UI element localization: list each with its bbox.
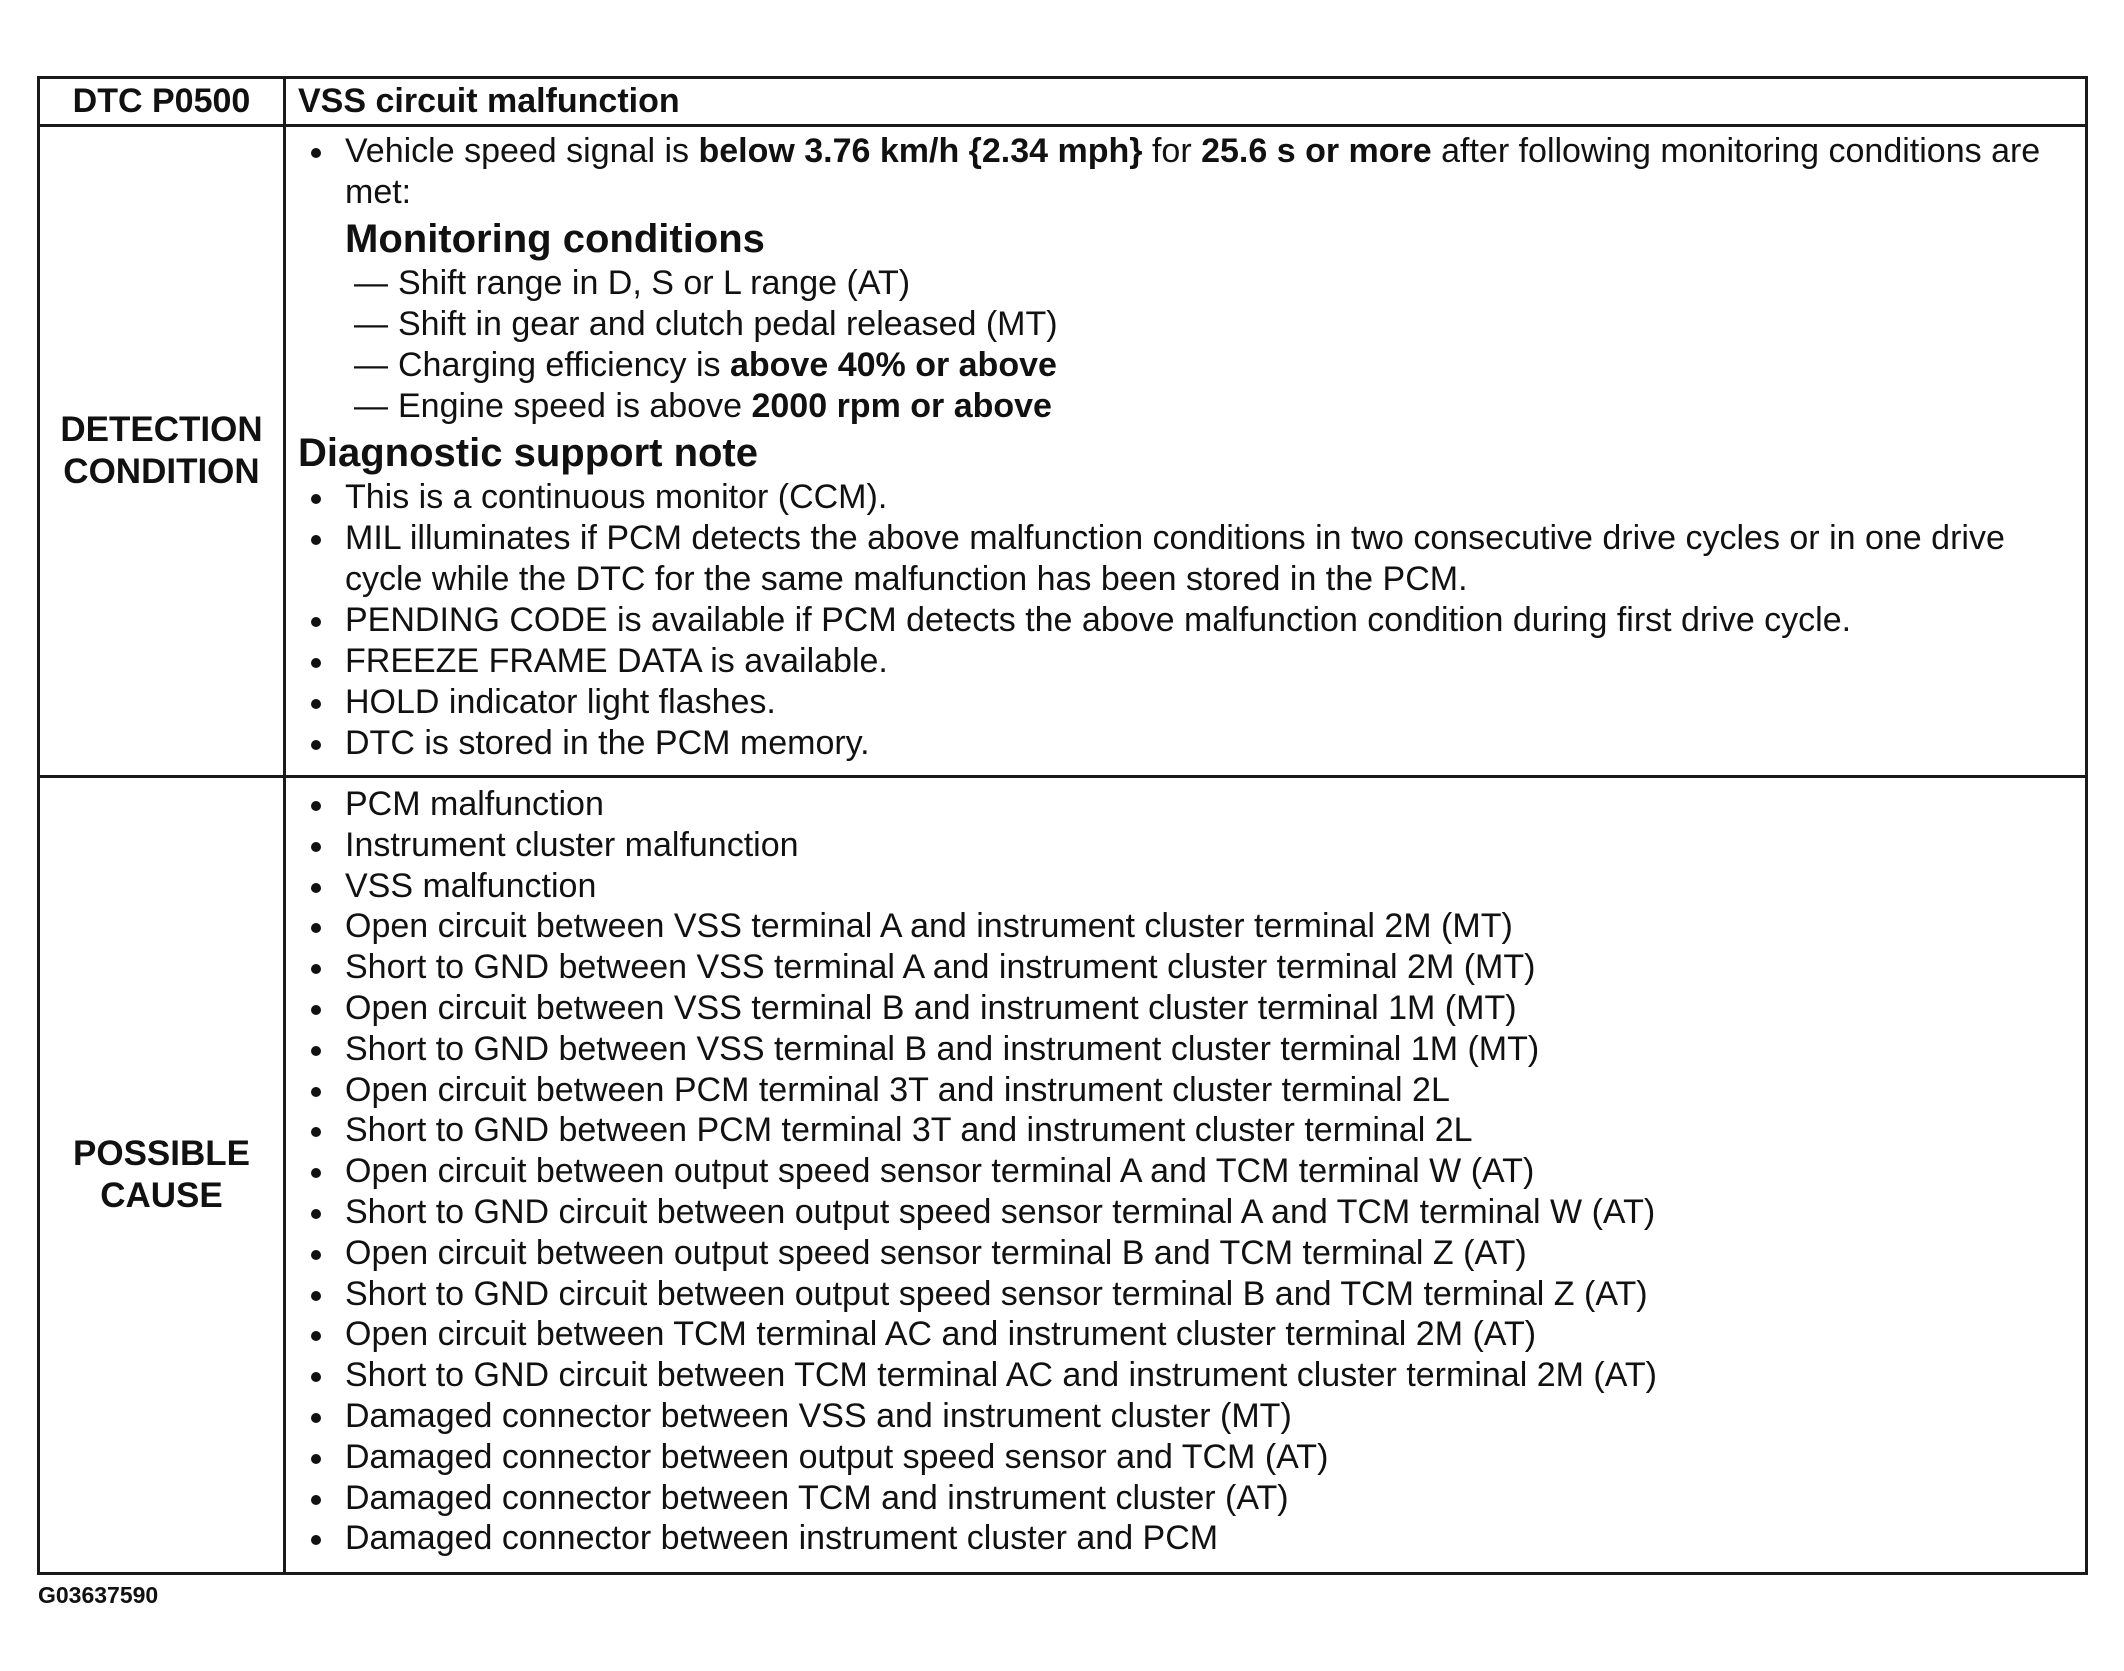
cause-content	[285, 777, 2087, 1574]
monitoring-item-value: 2000 rpm or above	[751, 387, 1052, 425]
monitoring-item-text: Charging efficiency is	[398, 346, 730, 384]
intro-text-1: Vehicle speed signal is	[345, 132, 699, 170]
detection-label-line2: CONDITION	[63, 452, 260, 491]
cause-item: Open circuit between VSS terminal A and instrument cluster terminal 2M (MT)	[298, 906, 2073, 947]
cause-label-line2: CAUSE	[100, 1176, 223, 1215]
monitoring-list	[298, 263, 2073, 427]
intro-text-3: after following monitoring conditions are met:	[345, 132, 2041, 211]
cause-item: Damaged connector between VSS and instrument cluster (MT)	[298, 1396, 2073, 1437]
cause-item: Damaged connector between TCM and instrument cluster (AT)	[298, 1478, 2073, 1519]
header-row	[39, 78, 2087, 126]
cause-item: Short to GND between PCM terminal 3T and instrument cluster terminal 2L	[298, 1110, 2073, 1151]
figure-code: G03637590	[38, 1582, 159, 1608]
cause-label-line1: POSSIBLE	[73, 1134, 250, 1173]
cause-item: Damaged connector between output speed sensor and TCM (AT)	[298, 1437, 2073, 1478]
dtc-info-table	[37, 76, 2088, 1575]
cause-label	[39, 777, 285, 1574]
monitoring-heading: Monitoring conditions	[345, 217, 765, 261]
intro-time-threshold: 25.6 s or more	[1201, 132, 1432, 170]
cause-item: Short to GND circuit between output speed sensor terminal B and TCM terminal Z (AT)	[298, 1274, 2073, 1315]
monitoring-item: — Shift range in D, S or L range (AT)	[354, 263, 2073, 304]
cause-item: Open circuit between output speed sensor terminal A and TCM terminal W (AT)	[298, 1151, 2073, 1192]
cause-item: Damaged connector between instrument cluster and PCM	[298, 1518, 2073, 1559]
cause-item: Open circuit between PCM terminal 3T and instrument cluster terminal 2L	[298, 1070, 2073, 1111]
intro-text-2: for	[1142, 132, 1202, 170]
support-note: This is a continuous monitor (CCM).	[298, 477, 2073, 518]
cause-item: Short to GND circuit between TCM terminal AC and instrument cluster terminal 2M (AT)	[298, 1355, 2073, 1396]
detection-row	[39, 126, 2087, 777]
cause-item: Open circuit between VSS terminal B and instrument cluster terminal 1M (MT)	[298, 988, 2073, 1029]
cause-item: Instrument cluster malfunction	[298, 825, 2073, 866]
detection-content	[285, 126, 2087, 777]
support-note: MIL illuminates if PCM detects the above malfunction conditions in two consecutive drive cycles or in one drive cycle while the DTC for the same malfunction has been stored in the PCM.	[298, 518, 2073, 600]
cause-item: Open circuit between output speed sensor terminal B and TCM terminal Z (AT)	[298, 1233, 2073, 1274]
cause-row	[39, 777, 2087, 1574]
dtc-code: DTC P0500	[39, 78, 285, 126]
cause-item: Open circuit between TCM terminal AC and instrument cluster terminal 2M (AT)	[298, 1314, 2073, 1355]
support-heading: Diagnostic support note	[298, 431, 758, 475]
support-note: FREEZE FRAME DATA is available.	[298, 641, 2073, 682]
detection-label	[39, 126, 285, 777]
monitoring-item	[354, 386, 2073, 427]
dtc-title: VSS circuit malfunction	[285, 78, 2087, 126]
monitoring-item-value: above 40% or above	[729, 346, 1057, 384]
detection-intro	[298, 131, 2073, 213]
cause-item: PCM malfunction	[298, 784, 2073, 825]
cause-item: Short to GND circuit between output speed sensor terminal A and TCM terminal W (AT)	[298, 1192, 2073, 1233]
monitoring-item	[354, 345, 2073, 386]
support-note: PENDING CODE is available if PCM detects the above malfunction condition during first drive cycle.	[298, 600, 2073, 641]
support-note: DTC is stored in the PCM memory.	[298, 723, 2073, 764]
monitoring-item: — Shift in gear and clutch pedal released (MT)	[354, 304, 2073, 345]
support-note: HOLD indicator light flashes.	[298, 682, 2073, 723]
support-notes-list	[298, 477, 2073, 764]
cause-item: VSS malfunction	[298, 866, 2073, 907]
cause-list	[298, 784, 2073, 1559]
cause-item: Short to GND between VSS terminal A and instrument cluster terminal 2M (MT)	[298, 947, 2073, 988]
monitoring-item-text: Engine speed is above	[398, 387, 752, 425]
cause-item: Short to GND between VSS terminal B and instrument cluster terminal 1M (MT)	[298, 1029, 2073, 1070]
detection-label-line1: DETECTION	[60, 410, 263, 449]
detection-intro-list	[298, 131, 2073, 213]
intro-speed-threshold: below 3.76 km/h {2.34 mph}	[698, 132, 1143, 170]
